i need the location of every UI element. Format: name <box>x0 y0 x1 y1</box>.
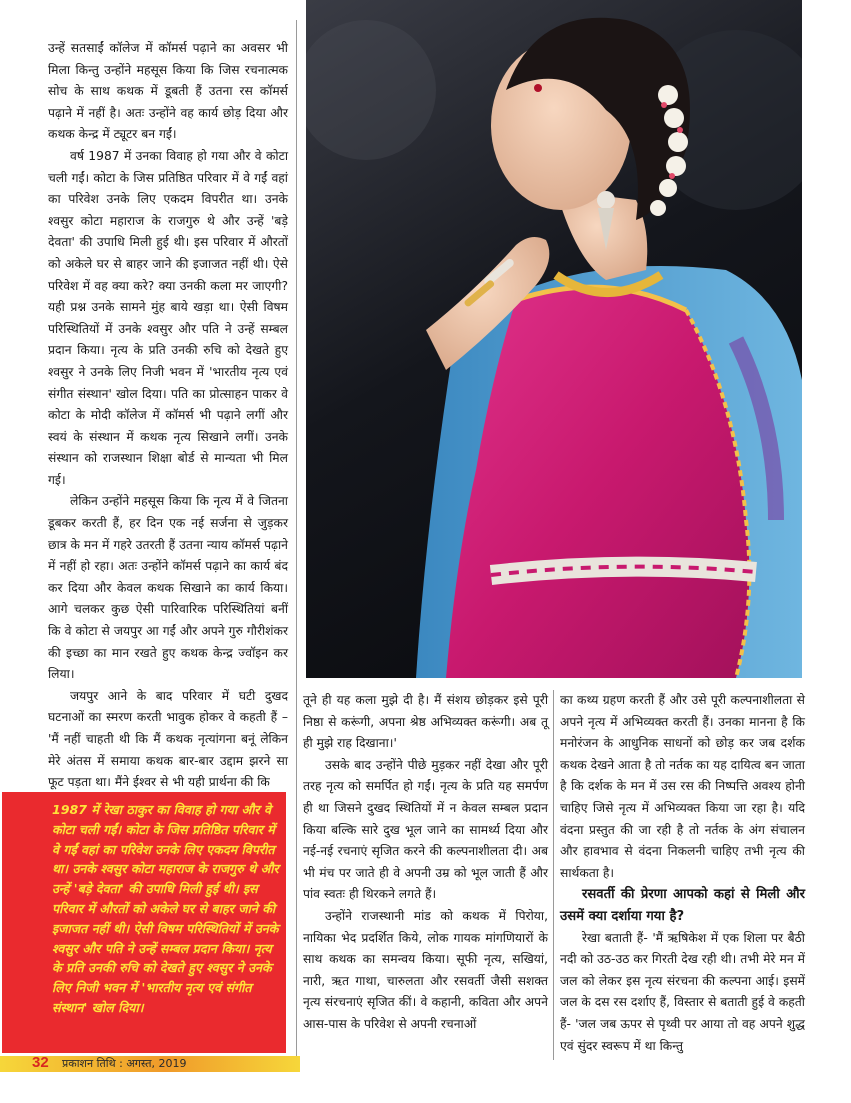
article-column-3 <box>560 690 805 1057</box>
paragraph: लेकिन उन्होंने महसूस किया कि नृत्य में वे जितना डूबकर करती हैं, हर दिन एक नई सर्जना से जुड़कर छात्र के मन में गहरे उतरती हैं उतना न्याय कॉमर्स पढ़ाने में नहीं हो रहा। अतः उन्होंने कॉमर्स पढ़ाने का कार्य बंद कर दिया और केवल कथक सिखाने का कार्य किया। आगे चलकर कुछ ऐसी पारिवारिक परिस्थितियां बनीं कि वे कोटा से जयपुर आ गईं और अपने गुरु गौरीशंकर की इच्छा का मान रखते हुए कथक केन्द्र ज्वॉइन कर लिया। <box>48 494 288 682</box>
paragraph: वर्ष 1987 में उनका विवाह हो गया और वे कोटा चली गईं। कोटा के जिस प्रतिष्ठित परिवार में वे गईं वहां का परिवेश उनके लिए एकदम विपरीत था। उनके श्वसुर कोटा महाराज के राजगुरु थे और उन्हें 'बड़े देवता' की उपाधि मिली हुई थी। इस परिवार में औरतों को अकेले घर से बाहर जाने की इजाजत नहीं थी। ऐसे परिवेश में वह क्या करे? क्या उनकी कला मर जाएगी? यही प्रश्न उनके सामने मुंह बाये खड़ा था। ऐसी विषम परिस्थितियों में उनके श्वसुर और पति ने उन्हें सम्बल प्रदान किया। नृत्य के प्रति उनकी रुचि को देखते हुए श्वसुर ने उनके लिए निजी भवन में 'भारतीय नृत्य एवं संगीत संस्थान' खोल दिया। पति का प्रोत्साहन पाकर वे कोटा के मोदी कॉलेज में कॉमर्स भी पढ़ाने लगीं और स्वयं के संस्थान में कथक नृत्य सिखाने लगीं। उनके संस्थान को राजस्थान शिक्षा बोर्ड से मान्यता भी मिल गई। <box>48 148 288 487</box>
article-column-1 <box>48 38 288 794</box>
column-divider-left <box>296 20 297 1065</box>
paragraph: उन्हें सतसाईं कॉलेज में कॉमर्स पढ़ाने का अवसर भी मिला किन्तु उन्होंने महसूस किया कि जिस रचनात्मक सोच के साथ कथक में डूबती हैं उतना रस कॉमर्स पढ़ाने में नहीं है। अतः उन्होंने वह कार्य छोड़ दिया और कथक केन्द्र में ट्यूटर बन गईं। <box>48 41 288 142</box>
publication-date: प्रकाशन तिथि : अगस्त, 2019 <box>62 1057 187 1070</box>
dancer-photo <box>306 0 802 678</box>
paragraph: तूने ही यह कला मुझे दी है। मैं संशय छोड़कर इसे पूरी निष्ठा से करूंगी, अपना श्रेष्ठ अभिव्यक्त करूंगी। अब तू ही मुझे राह दिखाना।' <box>303 693 548 751</box>
page-number: 32 <box>32 1054 49 1071</box>
paragraph: का कथ्य ग्रहण करती हैं और उसे पूरी कल्पनाशीलता से अपने नृत्य में अभिव्यक्त करती हैं। उनका मानना है कि मनोरंजन के आधुनिक साधनों को छोड़ कर जब दर्शक कथक देखने आता है तो नर्तक का यह दायित्व बन जाता है कि दर्शक के मन में उस रस की निष्पत्ति अवश्य होनी चाहिए जिसे नृत्य में अभिव्यक्त किया जा रहा है। यदि वंदना प्रस्तुत की जा रही है तो नर्तक के अंग संचालन और हावभाव से वंदना निकलनी चाहिए तभी नृत्य की सार्थकता है। <box>560 693 805 880</box>
interview-question: रसवर्ती की प्रेरणा आपको कहां से मिली और उसमें क्या दर्शाया गया है? <box>560 887 805 924</box>
article-column-2 <box>303 690 548 1036</box>
paragraph: उन्होंने राजस्थानी मांड को कथक में पिरोया, नायिका भेद प्रदर्शित किये, लोक गायक मांगणियारों के साथ कथक का समन्वय किया। सूफी नृत्य, सखियां, नारी, ऋत गाथा, चारुलता और रसवर्ती जैसी सशक्त नृत्य संरचनाएं सृजित कीं। वे कहानी, कविता और अपने आस-पास के परिवेश से अपनी रचनाओं <box>303 908 548 1031</box>
pull-quote-text: 1987 में रेखा ठाकुर का विवाह हो गया और वे कोटा चली गईं। कोटा के जिस प्रतिष्ठित परिवार में वे गईं वहां का परिवेश उनके लिए एकदम विपरीत था। उनके श्वसुर कोटा महाराज के राजगुरु थे और उन्हें 'बड़े देवता' की उपाधि मिली हुई थी। इस परिवार में औरतों को अकेले घर से बाहर जाने की इजाजत नहीं थी। ऐसी विषम परिस्थितियों में उनके श्वसुर और पति ने उन्हें सम्बल प्रदान किया। नृत्य के प्रति उनकी रुचि को देखते हुए श्वसुर ने उनके लिए निजी भवन में 'भारतीय नृत्य एवं संगीत संस्थान' खोल दिया। <box>52 802 279 1015</box>
dancer-photo-illustration <box>306 0 802 678</box>
paragraph: उसके बाद उन्होंने पीछे मुड़कर नहीं देखा और पूरी तरह नृत्य को समर्पित हो गईं। नृत्य के प्रति यह समर्पण ही था जिसने दुखद स्थितियों में न केवल सम्बल प्रदान किया बल्कि सारे दुख भूल जाने का सामर्थ्य दिया और नई-नई रचनाएं सृजित करने की कल्पनाशीलता दी। अब भी मंच पर जाते ही वे अपनी उम्र को भूल जाती हैं और पांव स्वतः ही थिरकने लगते हैं। <box>303 757 548 902</box>
paragraph: जयपुर आने के बाद परिवार में घटी दुखद घटनाओं का स्मरण करती भावुक होकर वे कहती हैं – 'मैं नहीं चाहती थी कि मैं कथक नृत्यांगना बनूं लेकिन मेरे अंतस में समाया कथक बार-बार उद्दाम झरने सा फूट पड़ता था। मैंने ईश्वर से भी यही प्रार्थना की कि <box>48 688 288 790</box>
paragraph: रेखा बताती हैं- 'मैं ऋषिकेश में एक शिला पर बैठी नदी को उठ-उठ कर गिरती देख रही थी। तभी मेरे मन में जल को लेकर इस नृत्य संरचना की कल्पना आई। इसमें जल के दस रस दर्शाए हैं, विस्तार से बताती हुई वे कहती हैं- 'जल जब ऊपर से पृथ्वी पर आया तो वह अपने शुद्ध एवं सुंदर स्वरूप में था किन्तु <box>560 930 805 1053</box>
column-divider-right <box>553 690 554 1060</box>
